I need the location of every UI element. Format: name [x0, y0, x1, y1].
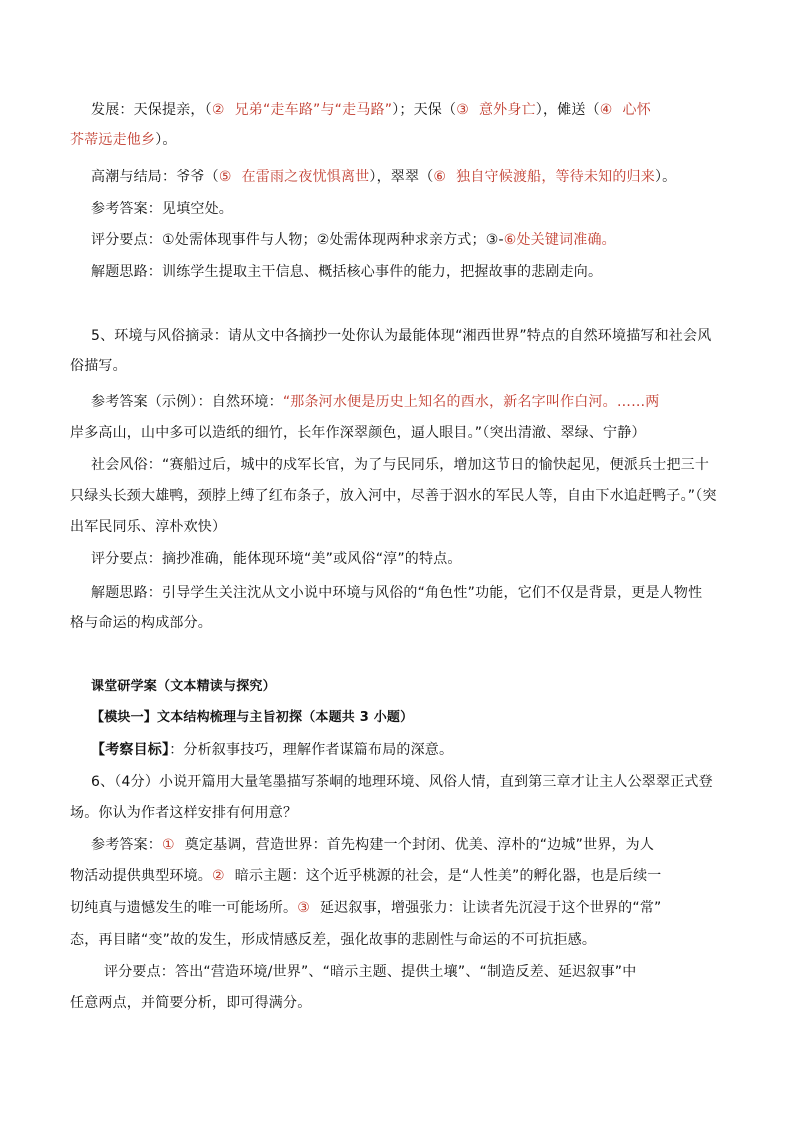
- separator-text: ）；天保（: [392, 102, 457, 118]
- blank-answer-4a: 心怀: [622, 102, 651, 118]
- point-text-1-cont: 物活动提供典型环境。: [70, 868, 212, 884]
- goal-line: [91, 740, 453, 760]
- separator-text: ），傩送（: [535, 102, 600, 118]
- approach-line: 解题思路：训练学生提取主干信息、概括核心事件的能力，把握故事的悲剧走向。: [91, 264, 603, 280]
- question-5-line-1: 5、环境与风俗摘录：请从文中各摘抄一处你认为最能体现“湘西世界”特点的自然环境描写和社会风: [91, 328, 712, 344]
- blank-answer-4b: 芥蒂远走他乡: [70, 132, 156, 148]
- module-heading: 【模块一】文本结构梳理与主旨初探（本题共 3 小题）: [91, 710, 414, 725]
- goal-text: ：分析叙事技巧，理解作者谋篇布局的深意。: [169, 742, 454, 758]
- separator-text: ），翠翠（: [369, 169, 434, 185]
- q6-answer-line-2: [70, 866, 661, 886]
- blank-number-4: ④: [599, 102, 613, 118]
- point-text-3: 延迟叙事，增强张力：让读者先沉浸于这个世界的“常”: [319, 900, 662, 916]
- climax-line: [91, 167, 676, 187]
- q6-answer-line-3: [70, 898, 661, 918]
- q6-scoring-line-2: 任意两点，并简要分析，即可得满分。: [70, 995, 312, 1011]
- q5-social-line-2: 只绿头长颈大雄鸭，颈脖上缚了红布条子，放入河中，尽善于泅水的军民人等，自由下水追赶鸭子。”（突: [70, 488, 717, 504]
- question-6-line-2: 场。你认为作者这样安排有何用意？: [70, 805, 298, 821]
- q5-social-line-1: 社会风俗：“赛船过后，城中的戍军长官，为了与民同乐，增加这节日的愉快起见，便派兵士把三十: [91, 457, 710, 473]
- scoring-text: 评分要点：①处需体现事件与人物；②处需体现两种求亲方式；③-: [91, 232, 504, 248]
- blank-answer-3: 意外身亡: [478, 102, 536, 118]
- q5-answer-line-2: 岸多高山，山中多可以造纸的细竹，长年作深翠颜色，逼人眼目。”（突出清澈、翠绿、宁静）: [70, 425, 646, 441]
- point-number-1: ①: [162, 837, 175, 853]
- blank-answer-2: 兄弟“走车路”与“走马路”: [234, 102, 393, 118]
- point-text-1: 奠定基调，营造世界：首先构建一个封闭、优美、淳朴的“边城”世界，为人: [184, 837, 655, 853]
- development-line-1: [91, 100, 651, 120]
- point-text-2-cont: 切纯真与遗憾发生的唯一可能场所。: [70, 900, 298, 916]
- q6-answer-line-1: [91, 835, 654, 855]
- point-number-2: ②: [212, 868, 225, 884]
- development-line-2: [70, 130, 177, 150]
- development-label: 发展：天保提亲，（: [91, 102, 212, 118]
- closing-text: ）。: [155, 132, 177, 148]
- closing-text: ）。: [654, 169, 677, 185]
- q6-answer-label: 参考答案：: [91, 837, 162, 853]
- q6-scoring-line-1: 评分要点：答出“营造环境/世界”、“暗示主题、提供土壤”、“制造反差、延迟叙事”中: [104, 964, 637, 980]
- q5-answer-line-1: [91, 392, 659, 412]
- blank-number-5: ⑤: [218, 169, 232, 185]
- blank-answer-6: 独自守候渡船，等待未知的归来: [456, 169, 655, 185]
- point-number-3: ③: [297, 900, 310, 916]
- point-text-2: 暗示主题：这个近乎桃源的社会，是“人性美”的孵化器，也是后续一: [234, 868, 662, 884]
- blank-number-6: ⑥: [433, 169, 447, 185]
- scoring-text-highlight: ⑥处关键词准确。: [503, 232, 616, 248]
- q5-scoring-line: 评分要点：摘抄准确，能体现环境“美”或风俗“淳”的特点。: [91, 551, 462, 567]
- answer-line: 参考答案：见填空处。: [91, 201, 233, 217]
- q5-social-line-3: 出军民同乐、淳朴欢快）: [70, 519, 227, 535]
- q5-answer-quote: “那条河水便是历史上知名的酉水，新名字叫作白河。……两: [282, 394, 660, 410]
- question-6-line-1: 6、（4分）小说开篇用大量笔墨描写茶峒的地理环境、风俗人情，直到第三章才让主人公翠翠正式登: [91, 774, 713, 790]
- blank-number-2: ②: [211, 102, 225, 118]
- blank-answer-5: 在雷雨之夜忧惧离世: [241, 169, 370, 185]
- q5-approach-line-2: 格与命运的构成部分。: [70, 615, 212, 631]
- section-heading: 课堂研学案（文本精读与探究）: [91, 679, 276, 694]
- climax-label: 高潮与结局：爷爷（: [91, 169, 219, 185]
- q5-answer-label: 参考答案（示例）：自然环境：: [91, 394, 283, 410]
- question-5-line-2: 俗描写。: [70, 358, 127, 374]
- goal-label: 【考察目标】: [91, 742, 170, 758]
- q5-approach-line-1: 解题思路：引导学生关注沈从文小说中环境与风俗的“角色性”功能，它们不仅是背景，更是人物性: [91, 585, 703, 601]
- blank-number-3: ③: [456, 102, 469, 118]
- q6-answer-line-4: 态，再目睹“变”故的发生，形成情感反差，强化故事的悲剧性与命运的不可抗拒感。: [70, 932, 597, 948]
- scoring-line: [91, 230, 616, 250]
